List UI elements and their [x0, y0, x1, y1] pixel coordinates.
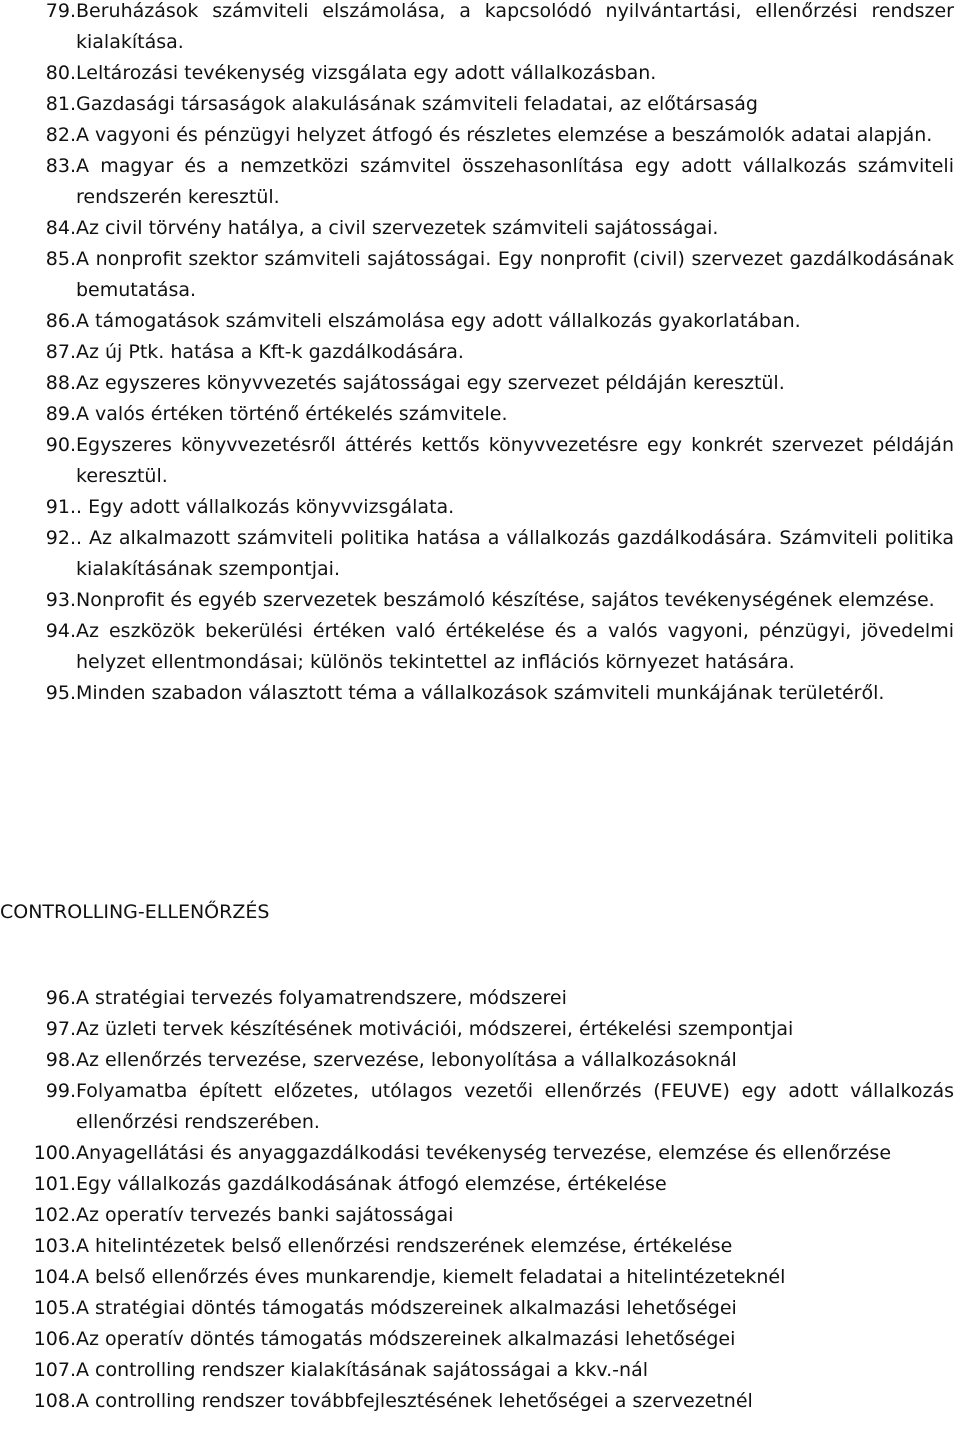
list-item	[0, 244, 960, 306]
section-heading: CONTROLLING-ELLENŐRZÉS	[0, 901, 270, 923]
item-text: Az operatív tervezés banki sajátosságai	[76, 1204, 454, 1226]
list-item	[0, 1231, 960, 1262]
list-item	[0, 151, 960, 213]
list-item	[0, 399, 960, 430]
item-text: A belső ellenőrzés éves munkarendje, kiemelt feladatai a hitelintézeteknél	[76, 1266, 786, 1288]
list-item	[0, 1324, 960, 1355]
item-text: A controlling rendszer kialakításának sajátosságai a kkv.-nál	[76, 1359, 649, 1381]
item-number: 88.	[45, 372, 76, 394]
list-item	[0, 616, 960, 678]
item-number: 99.	[45, 1080, 76, 1102]
item-number: 92.	[45, 527, 76, 549]
item-text: Az civil törvény hatálya, a civil szervezetek számviteli sajátosságai.	[76, 217, 719, 239]
item-number: 79.	[45, 0, 76, 22]
list-item	[0, 337, 960, 368]
list-item	[0, 983, 960, 1014]
item-number: 81.	[45, 93, 76, 115]
item-text: Az új Ptk. hatása a Kft-k gazdálkodására.	[76, 341, 464, 363]
list-item	[0, 0, 960, 58]
item-text: A vagyoni és pénzügyi helyzet átfogó és részletes elemzése a beszámolók adatai alapján.	[76, 124, 933, 146]
item-number: 97.	[45, 1018, 76, 1040]
item-text: A nonprofit szektor számviteli sajátosságai. Egy nonprofit (civil) szervezet gazdálkodásának bemutatása.	[76, 248, 954, 301]
list-item	[0, 1014, 960, 1045]
item-text: Az egyszeres könyvvezetés sajátosságai egy szervezet példáján keresztül.	[76, 372, 785, 394]
item-number: 86.	[45, 310, 76, 332]
item-text: A támogatások számviteli elszámolása egy adott vállalkozás gyakorlatában.	[76, 310, 801, 332]
item-text: Anyagellátási és anyaggazdálkodási tevékenység tervezése, elemzése és ellenőrzése	[76, 1142, 892, 1164]
list-item	[0, 523, 960, 585]
item-text: A stratégiai tervezés folyamatrendszere, módszerei	[76, 987, 567, 1009]
list-item	[0, 492, 960, 523]
item-text: Folyamatba épített előzetes, utólagos vezetői ellenőrzés (FEUVE) egy adott vállalkozás ellenőrzési rendszerében.	[76, 1080, 954, 1133]
item-number: 104.	[33, 1266, 76, 1288]
list-item	[0, 368, 960, 399]
item-text: Az operatív döntés támogatás módszereinek alkalmazási lehetőségei	[76, 1328, 736, 1350]
list-item	[0, 1138, 960, 1169]
item-text: Beruházások számviteli elszámolása, a kapcsolódó nyilvántartási, ellenőrzési rendszer kialakítása.	[76, 0, 954, 53]
list-item	[0, 1045, 960, 1076]
list-item	[0, 1386, 960, 1417]
item-number: 95.	[45, 682, 76, 704]
item-number: 85.	[45, 248, 76, 270]
item-number: 105.	[33, 1297, 76, 1319]
topic-list-controlling	[0, 983, 960, 1417]
item-number: 96.	[45, 987, 76, 1009]
item-number: 102.	[33, 1204, 76, 1226]
list-item	[0, 585, 960, 616]
item-number: 98.	[45, 1049, 76, 1071]
item-text: A hitelintézetek belső ellenőrzési rendszerének elemzése, értékelése	[76, 1235, 733, 1257]
item-text: A controlling rendszer továbbfejlesztésének lehetőségei a szervezetnél	[76, 1390, 753, 1412]
item-text: Nonprofit és egyéb szervezetek beszámoló készítése, sajátos tevékenységének elemzése.	[76, 589, 935, 611]
item-number: 107.	[33, 1359, 76, 1381]
list-item	[0, 213, 960, 244]
list-item	[0, 678, 960, 709]
list-item	[0, 1293, 960, 1324]
item-text: A valós értéken történő értékelés számvitele.	[76, 403, 508, 425]
item-number: 80.	[45, 62, 76, 84]
list-item	[0, 1076, 960, 1138]
list-item	[0, 58, 960, 89]
item-text: Az ellenőrzés tervezése, szervezése, lebonyolítása a vállalkozásoknál	[76, 1049, 737, 1071]
list-item	[0, 1169, 960, 1200]
list-item	[0, 306, 960, 337]
topic-list-accounting	[0, 0, 960, 709]
item-text: A magyar és a nemzetközi számvitel összehasonlítása egy adott vállalkozás számviteli rendszerén keresztül.	[76, 155, 954, 208]
item-number: 87.	[45, 341, 76, 363]
item-number: 94.	[45, 620, 76, 642]
list-item	[0, 89, 960, 120]
item-number: 100.	[33, 1142, 76, 1164]
item-text: Minden szabadon választott téma a vállalkozások számviteli munkájának területéről.	[76, 682, 885, 704]
item-text: Egy vállalkozás gazdálkodásának átfogó elemzése, értékelése	[76, 1173, 667, 1195]
item-text: Egyszeres könyvvezetésről áttérés kettős könyvvezetésre egy konkrét szervezet példáján keresztül.	[76, 434, 954, 487]
item-number: 106.	[33, 1328, 76, 1350]
item-number: 90.	[45, 434, 76, 456]
list-item	[0, 120, 960, 151]
list-item	[0, 1200, 960, 1231]
item-text: A stratégiai döntés támogatás módszereinek alkalmazási lehetőségei	[76, 1297, 737, 1319]
item-number: 101.	[33, 1173, 76, 1195]
item-text: Leltározási tevékenység vizsgálata egy adott vállalkozásban.	[76, 62, 657, 84]
list-item	[0, 430, 960, 492]
item-text: Az eszközök bekerülési értéken való értékelése és a valós vagyoni, pénzügyi, jövedelmi helyzet ellentmondásai; különös tekintettel az inflációs környezet hatására.	[76, 620, 954, 673]
item-number: 82.	[45, 124, 76, 146]
item-text: Az üzleti tervek készítésének motivációi, módszerei, értékelési szempontjai	[76, 1018, 794, 1040]
item-text: . Egy adott vállalkozás könyvvizsgálata.	[76, 496, 455, 518]
item-number: 89.	[45, 403, 76, 425]
item-number: 91.	[45, 496, 76, 518]
item-number: 83.	[45, 155, 76, 177]
item-number: 93.	[45, 589, 76, 611]
item-number: 103.	[33, 1235, 76, 1257]
list-item	[0, 1355, 960, 1386]
item-text: . Az alkalmazott számviteli politika hatása a vállalkozás gazdálkodására. Számviteli politika kialakításának szempontjai.	[76, 527, 954, 580]
item-number: 108.	[33, 1390, 76, 1412]
list-item	[0, 1262, 960, 1293]
item-number: 84.	[45, 217, 76, 239]
item-text: Gazdasági társaságok alakulásának számviteli feladatai, az előtársaság	[76, 93, 758, 115]
